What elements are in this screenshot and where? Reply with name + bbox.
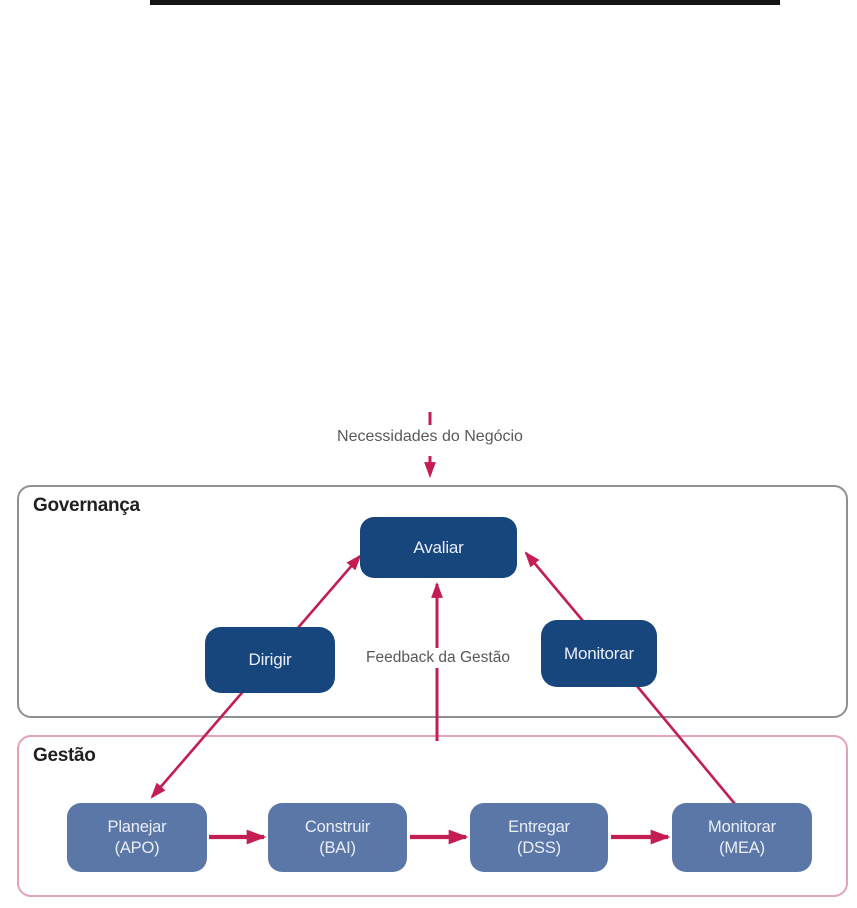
node-avaliar-label: Avaliar <box>413 537 464 557</box>
node-planejar-apo <box>67 803 207 872</box>
node-construir-code: (BAI) <box>319 838 356 857</box>
node-monitorar-mea <box>672 803 812 872</box>
node-construir-label: Construir <box>304 817 371 836</box>
node-monitorar-governanca <box>541 620 657 687</box>
feedback-gestao-label: Feedback da Gestão <box>362 648 514 668</box>
node-monitorar-mea-code: (MEA) <box>719 838 765 857</box>
node-entregar-code: (DSS) <box>517 838 561 857</box>
node-dirigir <box>205 627 335 693</box>
business-needs-label: Necessidades do Negócio <box>333 427 527 447</box>
node-planejar-label: Planejar <box>107 817 167 836</box>
node-avaliar <box>360 517 517 578</box>
page-top-rule <box>150 0 780 5</box>
node-entregar-label: Entregar <box>508 817 570 836</box>
node-entregar-dss <box>470 803 608 872</box>
node-planejar-code: (APO) <box>114 838 160 857</box>
governance-title: Governança <box>33 495 140 516</box>
node-monitorar-governanca-label: Monitorar <box>563 643 634 663</box>
node-monitorar-mea-label: Monitorar <box>708 817 776 836</box>
node-dirigir-label: Dirigir <box>248 650 292 669</box>
node-construir-bai <box>268 803 407 872</box>
management-title: Gestão <box>33 745 96 766</box>
